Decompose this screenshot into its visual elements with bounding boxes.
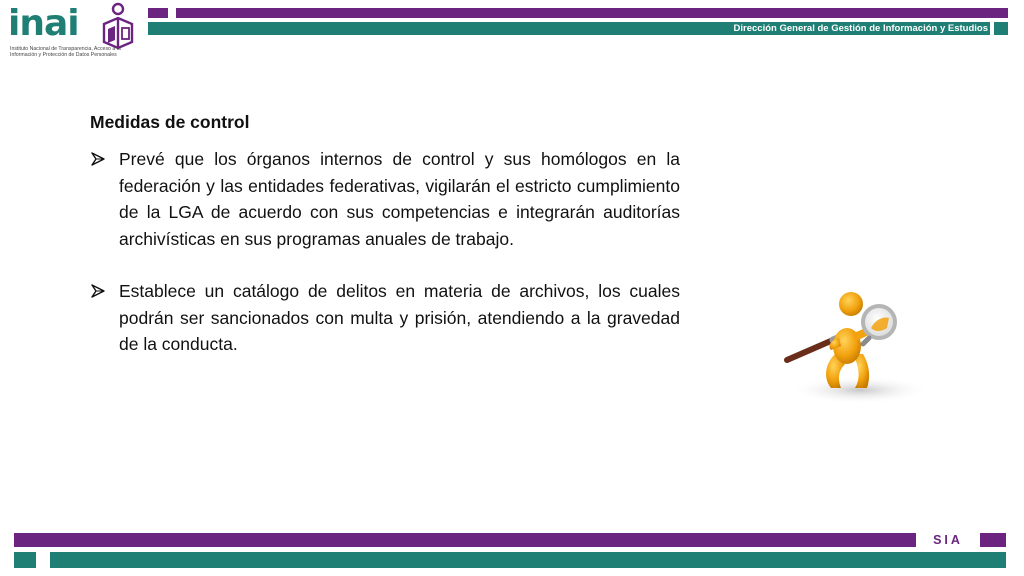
footer-purple-bar	[14, 533, 916, 547]
footer-green-bar	[50, 552, 1006, 568]
magnifying-glass-figure-icon	[775, 282, 935, 407]
arrow-bullet-icon	[91, 284, 105, 298]
header-label: Dirección General de Gestión de Información y Estudios	[733, 23, 988, 34]
header-purple-bar	[176, 8, 1008, 18]
footer-green-start-block	[14, 552, 36, 568]
bullet-text: Establece un catálogo de delitos en materia de archivos, los cuales podrán ser sancionados con multa y prisión, atendiendo a la gravedad de la conducta.	[119, 281, 680, 354]
logo-emblem-icon	[98, 2, 138, 50]
bullet-item	[90, 146, 680, 252]
logo-wordmark: inai	[8, 3, 79, 44]
inai-logo	[8, 2, 138, 68]
logo-subtitle: Instituto Nacional de Transparencia, Acceso a la Información y Protección de Datos Personales	[10, 46, 121, 59]
bullet-item	[90, 278, 680, 358]
bullet-text: Prevé que los órganos internos de control y sus homólogos en la federación y las entidades federativas, vigilarán el estricto cumplimiento de la LGA de acuerdo con sus competencias e integrarán auditorías archivísticas en sus programas anuales de trabajo.	[119, 149, 680, 249]
header-accent-bar-small	[148, 8, 168, 18]
arrow-bullet-icon	[91, 152, 105, 166]
footer-purple-end-block	[980, 533, 1006, 547]
slide-content	[90, 110, 680, 384]
slide-heading: Medidas de control	[90, 112, 250, 132]
header-green-end-block	[994, 22, 1008, 35]
footer-label: SIA	[933, 533, 963, 547]
